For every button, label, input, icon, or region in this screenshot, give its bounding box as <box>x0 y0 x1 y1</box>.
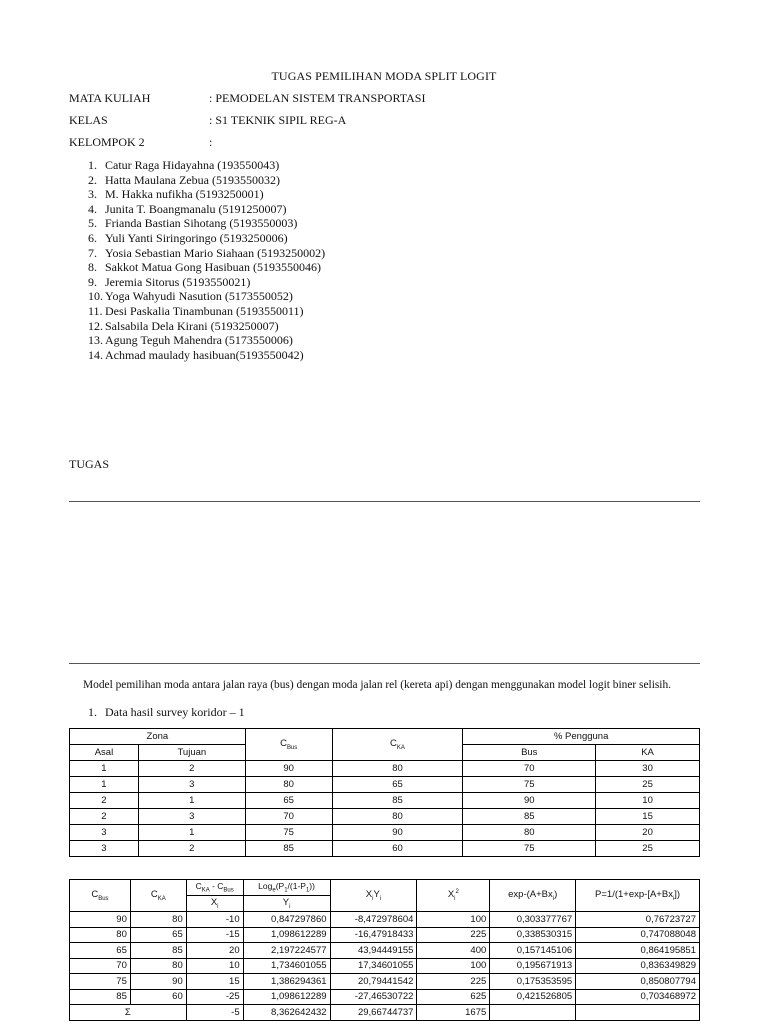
member-item: 8. Sakkot Matua Gong Hasibuan (5193550046) <box>88 260 321 275</box>
member-item: 4. Junita T. Boangmanalu (5191250007) <box>88 201 287 216</box>
header-ka: KA <box>596 745 700 761</box>
horizontal-rule <box>69 663 700 664</box>
table-row: 65 85 20 2,197224577 43,94449155 400 0,157145106 0,864195851 <box>70 943 700 959</box>
header-tujuan: Tujuan <box>138 745 245 761</box>
info-label: KELAS <box>69 113 108 127</box>
table-row: 75 90 15 1,386294361 20,79441542 225 0,175353595 0,850807794 <box>70 974 700 990</box>
intro-paragraph: Model pemilihan moda antara jalan raya (bus) dengan moda jalan rel (kereta api) dengan menggunakan model logit biner selisih. <box>83 679 671 691</box>
member-list <box>88 158 325 362</box>
tugas-heading: TUGAS <box>69 457 110 471</box>
header-xiyi: $X_iY_i$ <box>330 880 417 912</box>
header-cbus: $C_{Bus}$ <box>70 880 131 912</box>
header-pengguna: % Pengguna <box>463 729 700 745</box>
header-xi-squared: $X_i^2$ <box>417 880 490 912</box>
member-item: 12. Salsabila Dela Kirani (5193250007) <box>88 318 279 333</box>
member-item: 2. Hatta Maulana Zebua (5193550032) <box>88 172 280 187</box>
sublist-item: 1. Data hasil survey koridor – 1 <box>88 705 245 719</box>
calculation-table <box>69 879 700 1021</box>
header-exp: $\exp-(A+Bx_i)$ <box>490 880 576 912</box>
table-row: 1 3 80 65 75 25 <box>70 777 700 793</box>
header-cka: $C_{KA}$ <box>130 880 186 912</box>
header-cost-difference: $C_{KA} - C_{Bus}$ <box>186 880 243 896</box>
member-item: 11. Desi Paskalia Tinambunan (5193550011) <box>88 303 304 318</box>
info-value: : S1 TEKNIK SIPIL REG-A <box>209 113 347 127</box>
member-item: 14. Achmad maulady hasibuan(5193550042) <box>88 347 304 362</box>
member-item: 13. Agung Teguh Mahendra (5173550006) <box>88 333 293 348</box>
horizontal-rule <box>69 501 700 502</box>
table-row: 2 1 65 85 90 10 <box>70 793 700 809</box>
table-row: 70 80 10 1,734601055 17,34601055 100 0,195671913 0,836349829 <box>70 958 700 974</box>
header-probability: $P=1/(1+\exp-[A+Bx_i])$ <box>576 880 700 912</box>
member-item: 3. M. Hakka nufikha (5193250001) <box>88 187 264 202</box>
info-label: KELOMPOK 2 <box>69 135 145 149</box>
header-log-ratio: $Log_e(P_1/(1-P_1))$ <box>243 880 330 896</box>
sum-xi: -5 <box>186 1005 243 1021</box>
table-row: 80 65 -15 1,098612289 -16,47918433 225 0,338530315 0,747088048 <box>70 927 700 943</box>
header-yi: $Y_i$ <box>243 896 330 912</box>
sum-yi: 8,362642432 <box>243 1005 330 1021</box>
table-row: 85 60 -25 1,098612289 -27,46530722 625 0,421526805 0,703468972 <box>70 989 700 1005</box>
table-row: 1 2 90 80 70 30 <box>70 761 700 777</box>
header-cka: $C_{KA}$ <box>332 729 463 761</box>
header-asal: Asal <box>70 745 139 761</box>
info-label: MATA KULIAH <box>69 91 151 105</box>
member-item: 7. Yosia Sebastian Mario Siahaan (5193250002) <box>88 245 326 260</box>
info-value: : <box>209 135 213 149</box>
document-title: TUGAS PEMILIHAN MODA SPLIT LOGIT <box>271 69 497 83</box>
member-item: 5. Frianda Bastian Sihotang (5193550003) <box>88 216 298 231</box>
header-bus: Bus <box>463 745 596 761</box>
table-row: 90 80 -10 0,847297860 -8,472978604 100 0,303377767 0,76723727 <box>70 912 700 928</box>
header-cbus: $C_{Bus}$ <box>245 729 332 761</box>
member-item: 6. Yuli Yanti Siringoringo (5193250006) <box>88 230 288 245</box>
member-item: 9. Jeremia Sitorus (5193550021) <box>88 274 251 289</box>
member-item: 10. Yoga Wahyudi Nasution (5173550052) <box>88 289 293 304</box>
sum-xi2: 1675 <box>417 1005 490 1021</box>
sum-xiyi: 29,66744737 <box>330 1005 417 1021</box>
table-row: 2 3 70 80 85 15 <box>70 809 700 825</box>
header-xi: $X_i$ <box>186 896 243 912</box>
sum-row <box>70 1005 700 1021</box>
table-row: 3 2 85 60 75 25 <box>70 841 700 857</box>
member-item: 1. Catur Raga Hidayahna (193550043) <box>88 158 280 172</box>
survey-table <box>69 728 700 857</box>
info-value: : PEMODELAN SISTEM TRANSPORTASI <box>209 91 426 105</box>
sum-symbol: Σ <box>70 1005 187 1021</box>
header-zona: Zona <box>70 729 246 745</box>
table-row: 3 1 75 90 80 20 <box>70 825 700 841</box>
